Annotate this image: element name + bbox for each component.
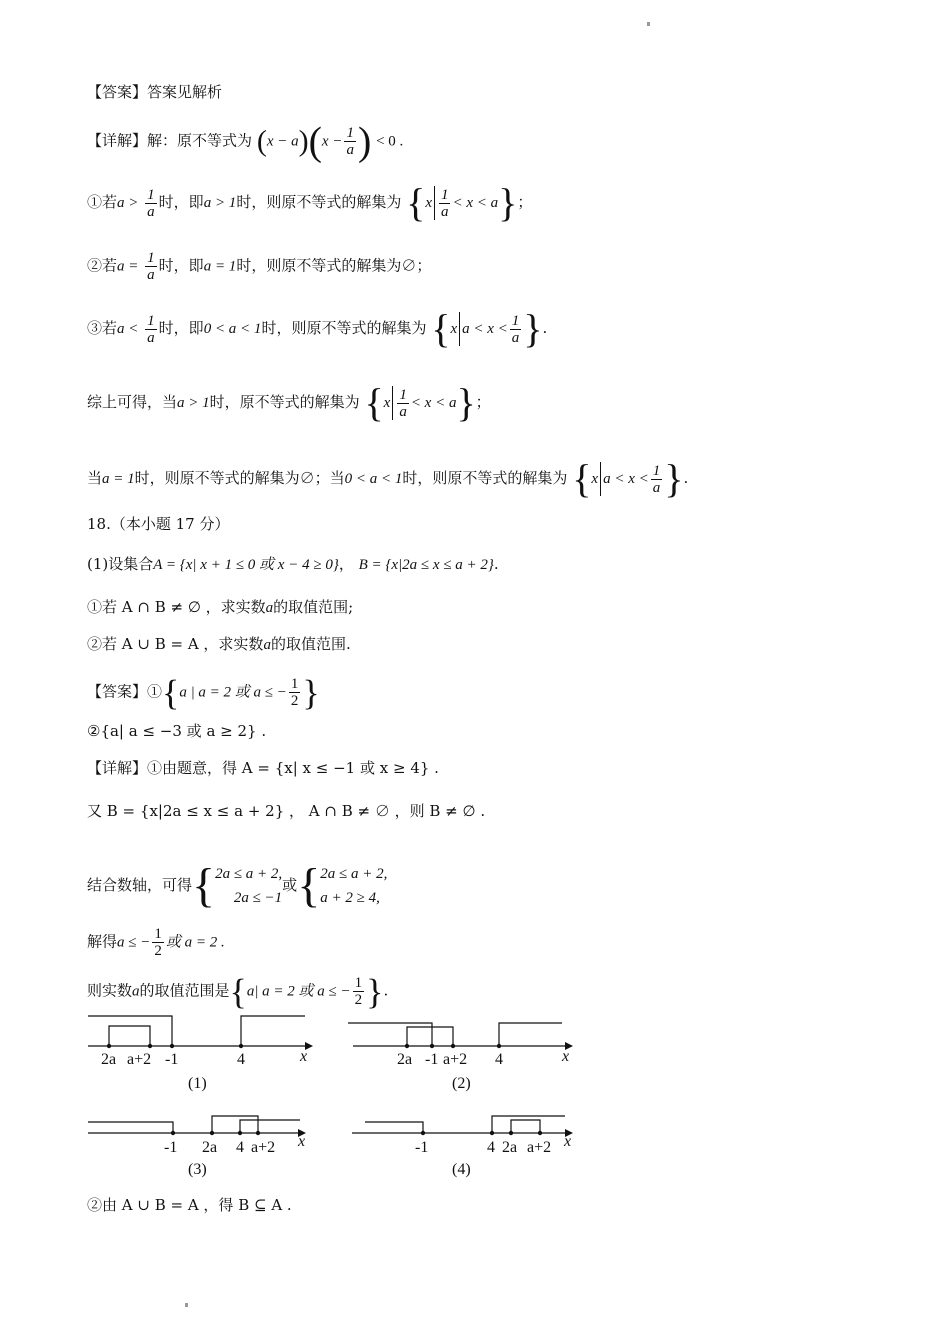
- detail-line-3: ②由 A ∪ B = A ，得 B ⊆ A .: [87, 1196, 292, 1214]
- detail-line-1: 【详解】解：原不等式为 (x − a)(x − $\frac{1}{a}$ ) < 0 .: [87, 118, 404, 164]
- d3-tick-a2: a+2: [251, 1139, 276, 1156]
- bottom-mark: [185, 1303, 188, 1307]
- d2-tick-2a: 2a: [397, 1051, 413, 1068]
- d1-tick-m1: -1: [165, 1051, 179, 1068]
- answer-line-1: 【答案】答案见解析: [87, 83, 223, 101]
- case-3-line: ③若a < $\frac{1}{a}$ 时，即0 < a < 1时，则原不等式的解集为 {x a < x < $\frac{1}{a}$ }.: [87, 306, 548, 351]
- detail-line-2e: 则实数a的取值范围是{a| a = 2 或 a ≤ − $\frac{1}{2}$ }.: [87, 971, 389, 1012]
- question-18-sub1: ①若 A ∩ B ≠ ∅ ，求实数a的取值范围;: [87, 598, 354, 616]
- question-18-part1: (1)设集合A = {x| x + 1 ≤ 0 或 x − 4 ≥ 0}， B = {x|2a ≤ x ≤ a + 2}.: [87, 555, 499, 573]
- case-2-line: ②若a = $\frac{1}{a}$ 时，即a = 1时，则原不等式的解集为∅；: [87, 250, 432, 283]
- d1-label: (1): [188, 1075, 207, 1092]
- detail-line-2d: 解得a ≤ − $\frac{1}{2}$ 或 a = 2 .: [87, 926, 225, 959]
- detail-line-2b: 又 B = {x|2a ≤ x ≤ a + 2} ， A ∩ B ≠ ∅ ，则 B ≠ ∅ .: [87, 802, 486, 820]
- d1-axis: x: [300, 1048, 308, 1065]
- d4-label: (4): [452, 1161, 471, 1178]
- d1-tick-a2: a+2: [127, 1051, 152, 1068]
- diagram-1: [88, 1016, 313, 1092]
- diagram-3: [88, 1116, 306, 1178]
- d4-tick-a2: a+2: [527, 1139, 552, 1156]
- question-18-sub2: ②若 A ∪ B = A ，求实数a的取值范围.: [87, 635, 351, 653]
- fraction: $\frac{1}{a}$: [346, 125, 354, 158]
- d3-tick-2a: 2a: [202, 1139, 218, 1156]
- d1-tick-2a: 2a: [101, 1051, 117, 1068]
- d4-tick-m1: -1: [415, 1139, 429, 1156]
- case-1-line: ①若a > $\frac{1}{a}$ 时，即a > 1时，则原不等式的解集为 {x $\frac{1}{a}$ < x < a}；: [87, 180, 533, 225]
- detail-line-2: 【详解】①由题意，得 A = {x| x ≤ −1 或 x ≥ 4} .: [87, 759, 439, 777]
- number-line-diagrams: [0, 1005, 950, 1185]
- d4-tick-4: 4: [487, 1139, 495, 1156]
- system-2: 2a ≤ a + 2, a + 2 ≥ 4,: [320, 866, 388, 906]
- d2-axis: x: [562, 1048, 570, 1065]
- d3-axis: x: [298, 1133, 306, 1150]
- answer-line-2: 【答案】①{a | a = 2 或 a ≤ − $\frac{1}{2}$ }: [87, 672, 320, 713]
- system-1: 2a ≤ a + 2, 2a ≤ −1: [215, 866, 283, 906]
- d3-tick-m1: -1: [164, 1139, 178, 1156]
- answer-line-2b: ②{a| a ≤ −3 或 a ≥ 2} .: [87, 722, 267, 740]
- d4-tick-2a: 2a: [502, 1139, 518, 1156]
- question-18-title: 18.（本小题 17 分）: [87, 515, 230, 533]
- fraction: $\frac{1}{a}$: [147, 186, 155, 220]
- d3-label: (3): [188, 1161, 207, 1178]
- diagram-2: [348, 1023, 573, 1092]
- d2-tick-a2: a+2: [443, 1051, 468, 1068]
- d4-axis: x: [564, 1133, 572, 1150]
- d3-tick-4: 4: [236, 1139, 244, 1156]
- summary-line-1: 综上可得，当a > 1时，原不等式的解集为 {x $\frac{1}{a}$ < x < a}；: [87, 380, 491, 425]
- d2-tick-4: 4: [495, 1051, 503, 1068]
- top-mark: [647, 22, 650, 26]
- d2-label: (2): [452, 1075, 471, 1092]
- summary-line-2: 当a = 1时，则原不等式的解集为∅；当0 < a < 1时，则原不等式的解集为 {x a < x < $\frac{1}{a}$ }.: [87, 456, 689, 501]
- d1-tick-4: 4: [237, 1051, 245, 1068]
- d2-tick-m1: -1: [425, 1051, 439, 1068]
- diagram-4: [352, 1116, 573, 1178]
- detail-line-2c: 结合数轴，可得{ 2a ≤ a + 2, 2a ≤ −1 或{ 2a ≤ a + 2, a + 2 ≥ 4,: [87, 859, 388, 912]
